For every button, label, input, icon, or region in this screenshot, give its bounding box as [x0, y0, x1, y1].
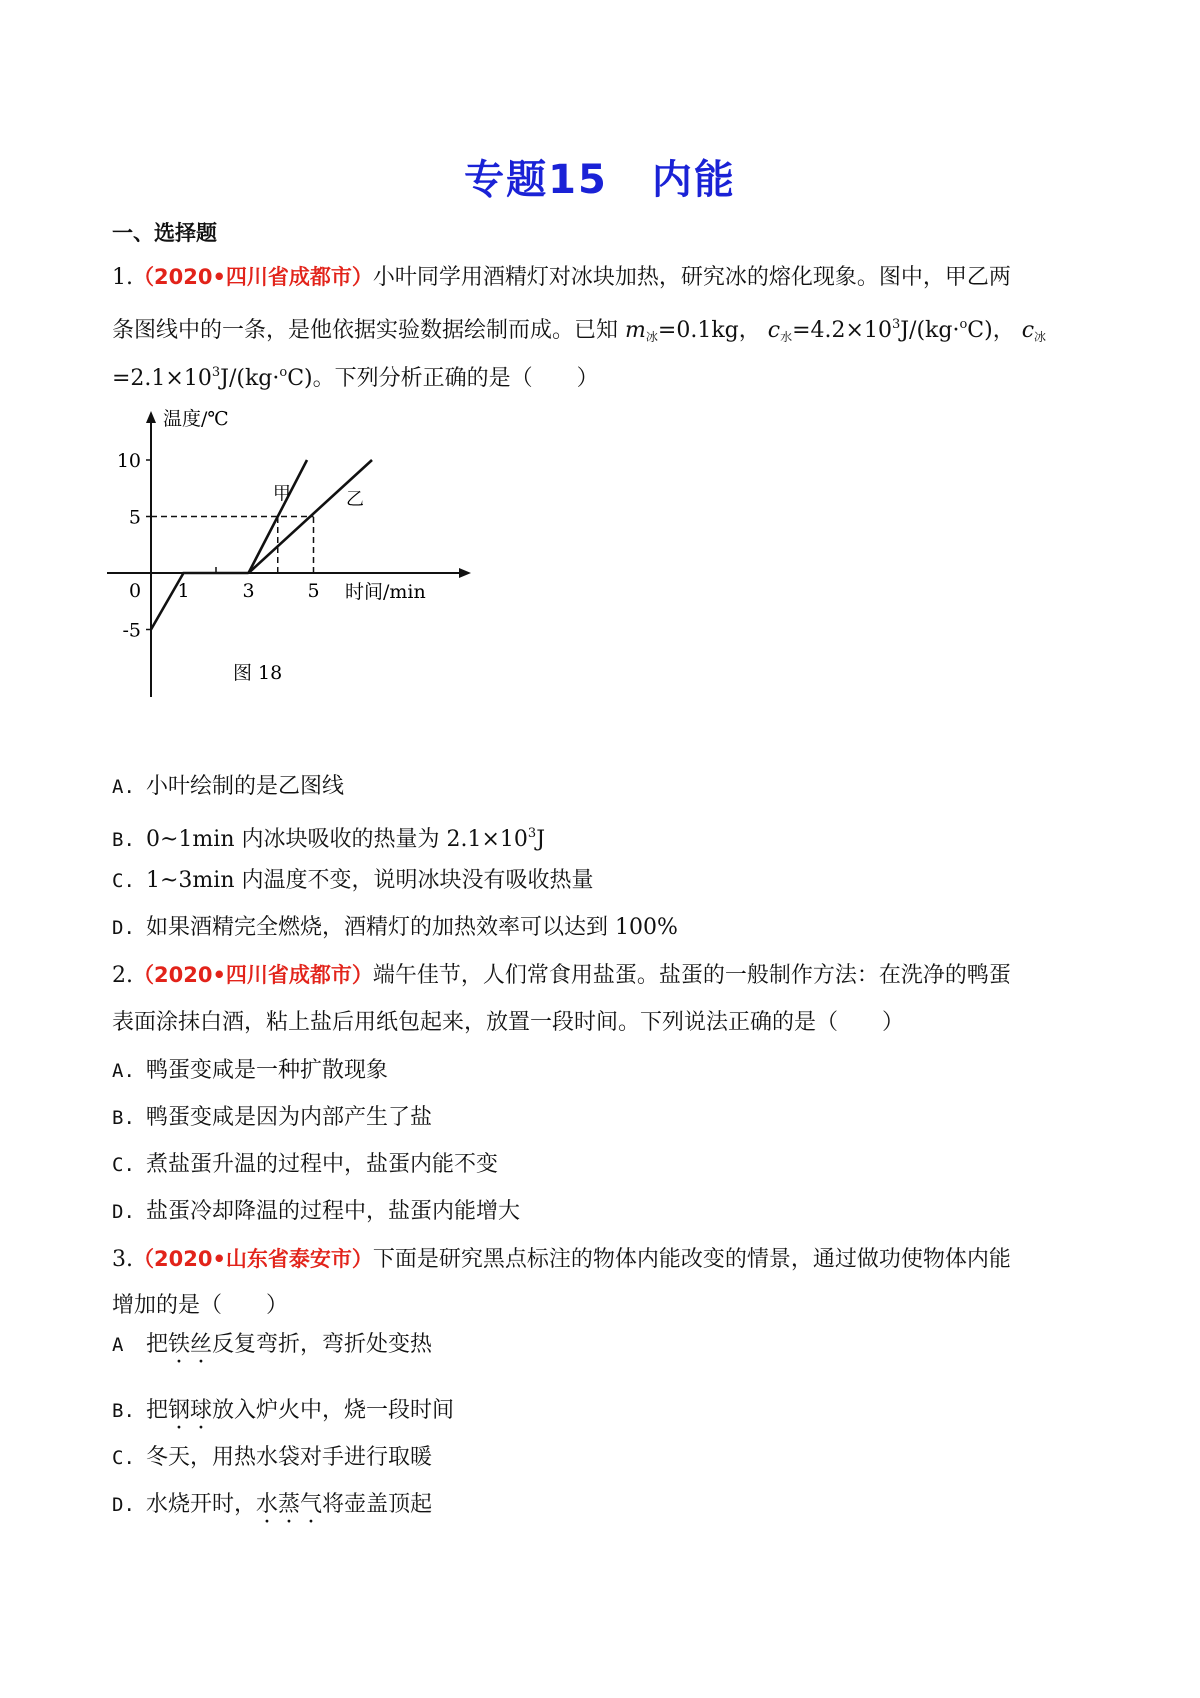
emphasized-char: 蒸: [278, 1492, 301, 1517]
option-label: B.: [112, 1400, 135, 1422]
c-water-exponent: 3: [891, 317, 901, 332]
q2-number: 2.: [112, 963, 133, 988]
x-axis-label: 时间/min: [345, 581, 426, 603]
option-text-pre: 把: [146, 1332, 169, 1357]
q3-option-c[interactable]: [112, 1443, 432, 1473]
emphasized-char: 丝: [190, 1332, 213, 1357]
q2-option-b[interactable]: [112, 1103, 432, 1133]
c-ice-symbol: c: [1021, 318, 1035, 343]
mass-subscript: 冰: [645, 330, 658, 344]
option-text: 小叶绘制的是乙图线: [146, 774, 345, 799]
x-tick-label: 5: [307, 580, 320, 602]
q3-line1: [112, 1244, 1011, 1275]
option-text: 鸭蛋变咸是因为内部产生了盐: [146, 1105, 433, 1130]
option-text: 鸭蛋变咸是一种扩散现象: [146, 1058, 389, 1083]
series-line-乙: [249, 460, 373, 573]
title-main: 专题15: [464, 157, 608, 203]
mass-value: =0.1kg，: [657, 318, 761, 343]
c-ice-exponent: 3: [211, 365, 221, 380]
q3-line2: 增加的是（ ）: [112, 1293, 289, 1318]
q2-text-line1: 端午佳节，人们常食用盐蛋。盐蛋的一般制作方法：在洗净的鸭蛋: [372, 963, 1011, 988]
y-axis-label: 温度/℃: [163, 408, 229, 430]
q3-option-a[interactable]: [112, 1330, 432, 1360]
option-text-pre: 水烧开时，: [146, 1492, 257, 1517]
q2-option-c[interactable]: [112, 1150, 498, 1180]
c-water-unit: J/(kg·: [900, 318, 960, 343]
section-heading: 一、选择题: [112, 221, 217, 245]
c-ice-degree: o: [279, 365, 288, 380]
option-text: 煮盐蛋升温的过程中，盐蛋内能不变: [146, 1152, 499, 1177]
q1-option-d[interactable]: [112, 913, 678, 943]
q1-option-a[interactable]: [112, 772, 344, 802]
series-label-jia: 甲: [272, 483, 291, 505]
q1-source: （2020•四川省成都市）: [133, 265, 373, 289]
option-label: A.: [112, 776, 135, 798]
emphasized-char: 水: [256, 1492, 279, 1517]
temperature-time-chart: [105, 405, 505, 705]
q2-source: （2020•四川省成都市）: [133, 963, 373, 987]
q1-line3: [112, 358, 599, 394]
series-line-甲: [249, 460, 308, 573]
option-text-pre: 把: [146, 1398, 169, 1423]
emphasized-char: 球: [190, 1398, 213, 1423]
c-water-degree: o: [959, 317, 968, 332]
title-sub: 内能: [651, 157, 736, 203]
q3-text-line1: 下面是研究黑点标注的物体内能改变的情景，通过做功使物体内能: [372, 1247, 1011, 1272]
q2-line1: [112, 960, 1011, 991]
q1-number: 1.: [112, 265, 133, 290]
option-unit: J: [536, 827, 546, 852]
emphasized-char: 钢: [168, 1398, 191, 1423]
chart-caption: 图 18: [233, 662, 283, 684]
option-text-post: 放入炉火中，烧一段时间: [212, 1398, 455, 1423]
option-label: D.: [112, 1201, 135, 1223]
q2-option-d[interactable]: [112, 1197, 520, 1227]
q1-line2: [112, 310, 1046, 352]
option-text: 盐蛋冷却降温的过程中，盐蛋内能增大: [146, 1199, 521, 1224]
y-tick-label: -5: [122, 619, 141, 642]
q3-option-b[interactable]: [112, 1396, 454, 1426]
option-text-post: 将壶盖顶起: [322, 1492, 433, 1517]
x-tick-label: 0: [128, 580, 142, 602]
c-ice-value: =2.1×10: [112, 366, 212, 391]
y-tick-label: 10: [116, 450, 141, 472]
option-label: D.: [112, 1494, 135, 1516]
option-text: 1~3min 内温度不变，说明冰块没有吸收热量: [146, 868, 594, 893]
q2-line2: 表面涂抹白酒，粘上盐后用纸包起来，放置一段时间。下列说法正确的是（ ）: [112, 1010, 905, 1035]
option-text: 冬天，用热水袋对手进行取暖: [146, 1445, 433, 1470]
mass-symbol: m: [625, 318, 646, 343]
series-line-ice-melting: [151, 573, 249, 630]
q3-option-d[interactable]: [112, 1490, 432, 1520]
x-tick-label: 1: [177, 580, 190, 602]
option-label: B.: [112, 1107, 135, 1129]
x-axis-arrow: [459, 568, 471, 578]
series-label-yi: 乙: [346, 489, 364, 511]
option-text: 如果酒精完全燃烧，酒精灯的加热效率可以达到 100%: [146, 915, 678, 940]
emphasized-char: 气: [300, 1492, 323, 1517]
option-text: 0~1min 内冰块吸收的热量为 2.1×10: [146, 827, 528, 852]
guide-lines: [151, 517, 314, 574]
data-series: [151, 460, 372, 630]
c-ice-subscript: 冰: [1034, 330, 1047, 344]
option-label: C.: [112, 1154, 135, 1176]
c-ice-unit: J/(kg·: [220, 366, 280, 391]
option-label: C.: [112, 1447, 135, 1469]
option-label: B.: [112, 829, 135, 851]
q2-option-a[interactable]: [112, 1056, 388, 1086]
q3-number: 3.: [112, 1247, 133, 1272]
x-tick-label: 3: [242, 580, 255, 602]
q1-text-line1: 小叶同学用酒精灯对冰块加热，研究冰的熔化现象。图中，甲乙两: [372, 265, 1011, 290]
emphasized-char: 铁: [168, 1332, 191, 1357]
q1-question-end: C)。下列分析正确的是（ ）: [287, 366, 599, 391]
q1-text-line2: 条图线中的一条，是他依据实验数据绘制而成。已知: [112, 318, 619, 343]
q1-option-c[interactable]: [112, 866, 594, 896]
q3-source: （2020•山东省泰安市）: [133, 1247, 373, 1271]
y-tick-label: 5: [128, 506, 141, 529]
q1-line1: [112, 262, 1011, 293]
q1-option-b[interactable]: [112, 819, 545, 855]
y-axis-arrow: [146, 411, 156, 423]
option-label: C.: [112, 870, 135, 892]
tick-labels: [117, 450, 320, 642]
c-water-subscript: 水: [780, 330, 793, 344]
c-water-unit-end: C)，: [967, 318, 1015, 343]
option-text-post: 反复弯折，弯折处变热: [212, 1332, 433, 1357]
option-label: A.: [112, 1060, 135, 1082]
option-exponent: 3: [527, 826, 537, 841]
c-water-value: =4.2×10: [792, 318, 892, 343]
option-label: A: [112, 1334, 124, 1356]
page-title: [0, 148, 1200, 205]
c-water-symbol: c: [767, 318, 781, 343]
option-label: D.: [112, 917, 135, 939]
